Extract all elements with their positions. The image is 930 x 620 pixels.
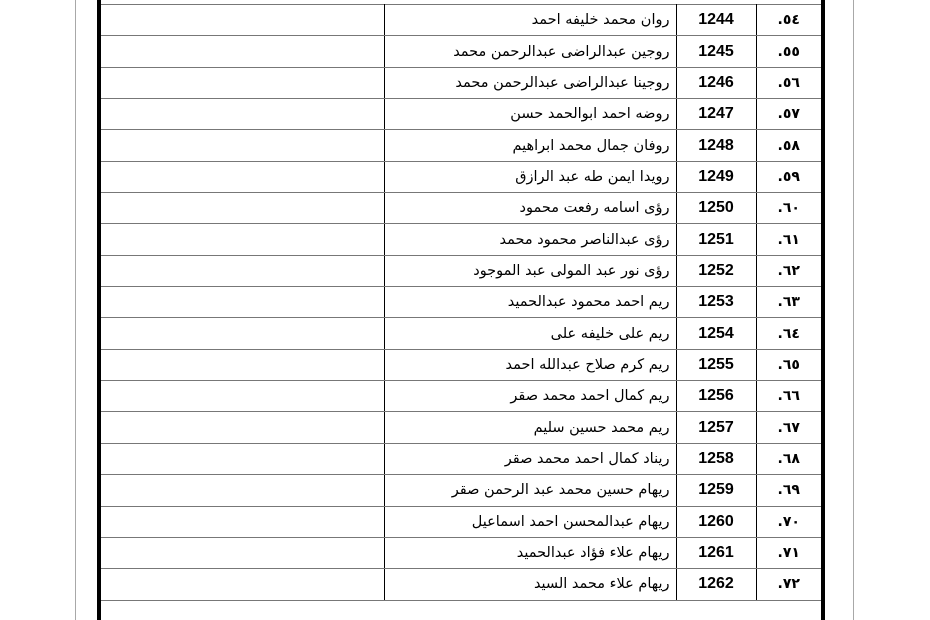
blank-cell bbox=[101, 475, 384, 506]
blank-cell bbox=[101, 381, 384, 412]
student-name-cell: ريم على خليفه على bbox=[384, 318, 676, 349]
serial-number-cell: .٦٤ bbox=[756, 318, 821, 349]
seat-number-cell: 1253 bbox=[676, 287, 756, 318]
serial-number-cell: .٦٨ bbox=[756, 443, 821, 474]
serial-number-cell: .٦٥ bbox=[756, 349, 821, 380]
blank-cell bbox=[101, 193, 384, 224]
table-row bbox=[101, 287, 821, 318]
table-row bbox=[101, 349, 821, 380]
serial-number-cell: .٧٠ bbox=[756, 506, 821, 537]
table-row bbox=[101, 475, 821, 506]
serial-number-cell: .٧٢ bbox=[756, 569, 821, 600]
seat-number-cell: 1256 bbox=[676, 381, 756, 412]
blank-cell bbox=[101, 5, 384, 36]
table-row bbox=[101, 67, 821, 98]
blank-cell bbox=[101, 287, 384, 318]
serial-number-cell: .٥٤ bbox=[756, 5, 821, 36]
blank-cell bbox=[101, 99, 384, 130]
seat-number-cell: 1261 bbox=[676, 537, 756, 568]
student-name-cell: ريهام علاء محمد السيد bbox=[384, 569, 676, 600]
seat-number-cell: 1254 bbox=[676, 318, 756, 349]
serial-number-cell: .٧١ bbox=[756, 537, 821, 568]
serial-number-cell: .٥٩ bbox=[756, 161, 821, 192]
student-name-cell: ريم كرم صلاح عبدالله احمد bbox=[384, 349, 676, 380]
seat-number-cell: 1249 bbox=[676, 161, 756, 192]
seat-number-cell: 1250 bbox=[676, 193, 756, 224]
student-name-cell: روجين عبدالراضى عبدالرحمن محمد bbox=[384, 36, 676, 67]
student-name-cell: ريهام حسين محمد عبد الرحمن صقر bbox=[384, 475, 676, 506]
table-row bbox=[101, 99, 821, 130]
blank-cell bbox=[101, 224, 384, 255]
serial-number-cell: .٦٧ bbox=[756, 412, 821, 443]
table-row bbox=[101, 537, 821, 568]
serial-number-cell: .٥٦ bbox=[756, 67, 821, 98]
table-row bbox=[101, 412, 821, 443]
serial-number-cell: .٦١ bbox=[756, 224, 821, 255]
blank-cell bbox=[101, 36, 384, 67]
table-row bbox=[101, 381, 821, 412]
blank-cell bbox=[101, 506, 384, 537]
student-name-cell: ريهام علاء فؤاد عبدالحميد bbox=[384, 537, 676, 568]
table-row bbox=[101, 443, 821, 474]
student-name-cell: ريهام عبدالمحسن احمد اسماعيل bbox=[384, 506, 676, 537]
seat-number-cell: 1248 bbox=[676, 130, 756, 161]
blank-cell bbox=[101, 412, 384, 443]
student-name-cell: رؤى اسامه رفعت محمود bbox=[384, 193, 676, 224]
serial-number-cell: .٦٩ bbox=[756, 475, 821, 506]
table-row bbox=[101, 5, 821, 36]
student-name-cell: ريناد كمال احمد محمد صقر bbox=[384, 443, 676, 474]
student-name-cell: رؤى عبدالناصر محمود محمد bbox=[384, 224, 676, 255]
blank-cell bbox=[101, 161, 384, 192]
seat-number-cell: 1247 bbox=[676, 99, 756, 130]
table-row bbox=[101, 193, 821, 224]
serial-number-cell: .٥٥ bbox=[756, 36, 821, 67]
page-edge-right bbox=[853, 0, 854, 620]
page-edge-left bbox=[75, 0, 76, 620]
blank-cell bbox=[101, 255, 384, 286]
seat-number-cell: 1244 bbox=[676, 5, 756, 36]
students-table-body bbox=[101, 5, 821, 601]
seat-number-cell: 1255 bbox=[676, 349, 756, 380]
student-name-cell: روفان جمال محمد ابراهيم bbox=[384, 130, 676, 161]
student-name-cell: روجينا عبدالراضى عبدالرحمن محمد bbox=[384, 67, 676, 98]
table-row bbox=[101, 36, 821, 67]
student-name-cell: ريم احمد محمود عبدالحميد bbox=[384, 287, 676, 318]
serial-number-cell: .٦٣ bbox=[756, 287, 821, 318]
table-row bbox=[101, 318, 821, 349]
table-row bbox=[101, 255, 821, 286]
serial-number-cell: .٦٢ bbox=[756, 255, 821, 286]
seat-number-cell: 1252 bbox=[676, 255, 756, 286]
seat-number-cell: 1245 bbox=[676, 36, 756, 67]
serial-number-cell: .٦٦ bbox=[756, 381, 821, 412]
students-table bbox=[101, 4, 821, 601]
serial-number-cell: .٥٨ bbox=[756, 130, 821, 161]
blank-cell bbox=[101, 443, 384, 474]
student-name-cell: ريم محمد حسين سليم bbox=[384, 412, 676, 443]
seat-number-cell: 1251 bbox=[676, 224, 756, 255]
seat-number-cell: 1246 bbox=[676, 67, 756, 98]
blank-cell bbox=[101, 67, 384, 98]
table-row bbox=[101, 224, 821, 255]
table-row bbox=[101, 161, 821, 192]
serial-number-cell: .٦٠ bbox=[756, 193, 821, 224]
blank-cell bbox=[101, 569, 384, 600]
student-name-cell: روان محمد خليفه احمد bbox=[384, 5, 676, 36]
seat-number-cell: 1262 bbox=[676, 569, 756, 600]
students-table-container bbox=[97, 0, 825, 620]
student-name-cell: رويدا ايمن طه عبد الرازق bbox=[384, 161, 676, 192]
blank-cell bbox=[101, 318, 384, 349]
table-row bbox=[101, 569, 821, 600]
seat-number-cell: 1260 bbox=[676, 506, 756, 537]
table-row bbox=[101, 506, 821, 537]
student-name-cell: روضه احمد ابوالحمد حسن bbox=[384, 99, 676, 130]
blank-cell bbox=[101, 537, 384, 568]
seat-number-cell: 1259 bbox=[676, 475, 756, 506]
seat-number-cell: 1258 bbox=[676, 443, 756, 474]
student-name-cell: ريم كمال احمد محمد صقر bbox=[384, 381, 676, 412]
seat-number-cell: 1257 bbox=[676, 412, 756, 443]
blank-cell bbox=[101, 130, 384, 161]
blank-cell bbox=[101, 349, 384, 380]
table-row bbox=[101, 130, 821, 161]
student-name-cell: رؤى نور عبد المولى عبد الموجود bbox=[384, 255, 676, 286]
serial-number-cell: .٥٧ bbox=[756, 99, 821, 130]
